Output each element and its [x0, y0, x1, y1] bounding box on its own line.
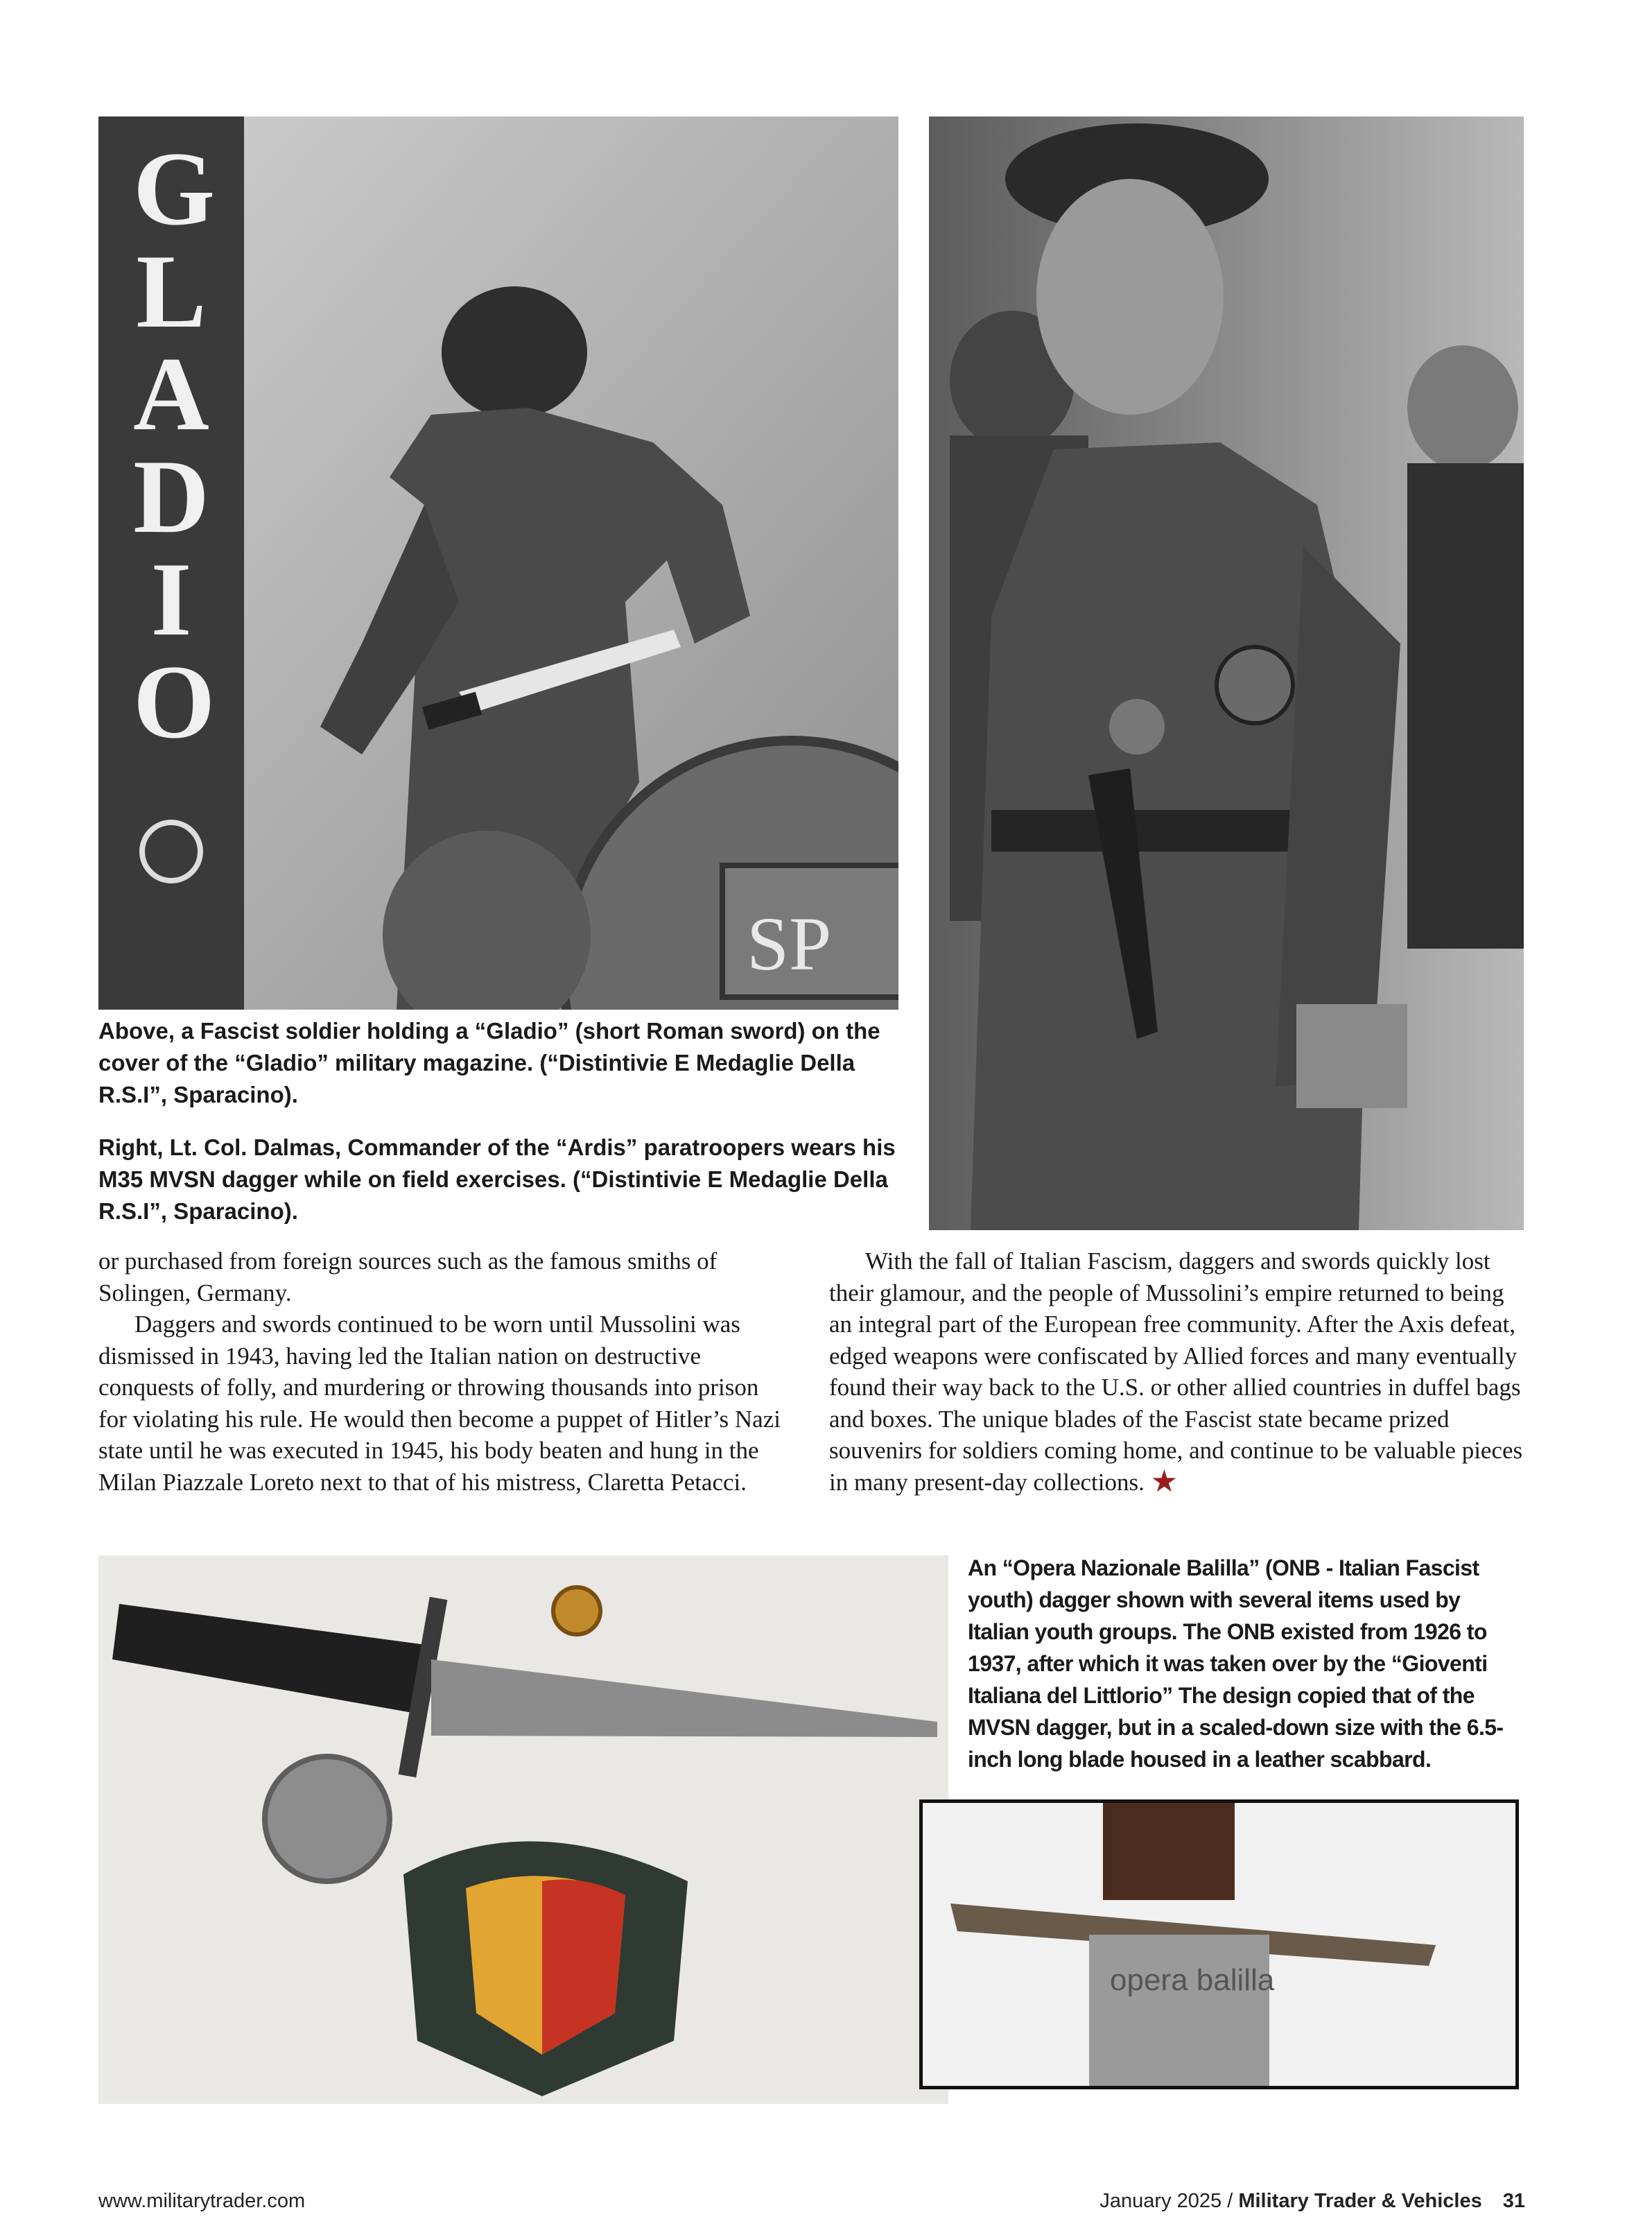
footer-magazine: Military Trader & Vehicles	[1238, 2190, 1482, 2212]
shield-letters: SP	[747, 901, 832, 986]
caption-right: Right, Lt. Col. Dalmas, Commander of the “Ardis” paratroopers wears his M35 MVSN dagger while on field exercises. (“Distintivie E Medaglie Della R.S.I”, Sparacino).	[98, 1134, 896, 1224]
dagger-items-illustration	[98, 1555, 948, 2104]
gladio-cover-photo	[98, 116, 898, 1010]
page-footer	[98, 2190, 1525, 2218]
article-column-left	[98, 1245, 792, 1498]
footer-date: January 2025	[1099, 2190, 1222, 2212]
body-paragraph: or purchased from foreign sources such as the famous smiths of Solingen, Germany.	[98, 1247, 718, 1306]
end-star-icon: ★	[1150, 1464, 1179, 1499]
dalmas-photo	[929, 116, 1524, 1230]
footer-issue	[1099, 2190, 1525, 2213]
body-paragraph: Daggers and swords continued to be worn until Mussolini was dismissed in 1943, having led the Italian nation on destructive conquests of folly, and murdering or throwing thousands into prison for violating his rule. He would then become a puppet of Hitler’s Nazi state until he was executed in 1945, his body beaten and hung in the Milan Piazzale Loreto next to that of his mistress, Claretta Petacci.	[98, 1311, 781, 1496]
officer-illustration	[929, 116, 1524, 1230]
gladio-cover-illustration	[98, 116, 898, 1010]
caption-onb-dagger: An “Opera Nazionale Balilla” (ONB - Italian Fascist youth) dagger shown with several items used by Italian youth groups. The ONB existed from 1926 to 1937, after which it was taken over by the “Gioventi Italiana del Littlorio” The design copied that of the MVSN dagger, but in a scaled-down size with the 6.5-inch long blade housed in a leather scabbard.	[968, 1555, 1504, 1772]
blade-marking-illustration	[923, 1803, 1515, 2086]
footer-url: www.militarytrader.com	[98, 2190, 306, 2212]
article-column-right	[829, 1245, 1525, 1498]
onb-dagger-photo	[98, 1555, 948, 2104]
blade-closeup-photo	[919, 1799, 1519, 2089]
gladio-title-letters: GLADIO	[133, 130, 216, 760]
body-paragraph: With the fall of Italian Fascism, daggers and swords quickly lost their glamour, and the people of Mussolini’s empire returned to being an integral part of the European free community. After the Axis defeat, edged weapons were confiscated by Allied forces and many eventually found their way back to the U.S. or other allied countries in duffel bags and boxes. The unique blades of the Fascist state became prized souvenirs for soldiers coming home, and continue to be valuable pieces in many present-day collections. ★	[829, 1247, 1523, 1499]
footer-separator: /	[1227, 2190, 1233, 2212]
blade-marking: opera balilla	[1110, 1963, 1275, 1997]
page-number: 31	[1502, 2190, 1525, 2212]
caption-above: Above, a Fascist soldier holding a “Gladio” (short Roman sword) on the cover of the “Gladio” military magazine. (“Distintivie E Medaglie Della R.S.I”, Sparacino).	[98, 1018, 880, 1107]
